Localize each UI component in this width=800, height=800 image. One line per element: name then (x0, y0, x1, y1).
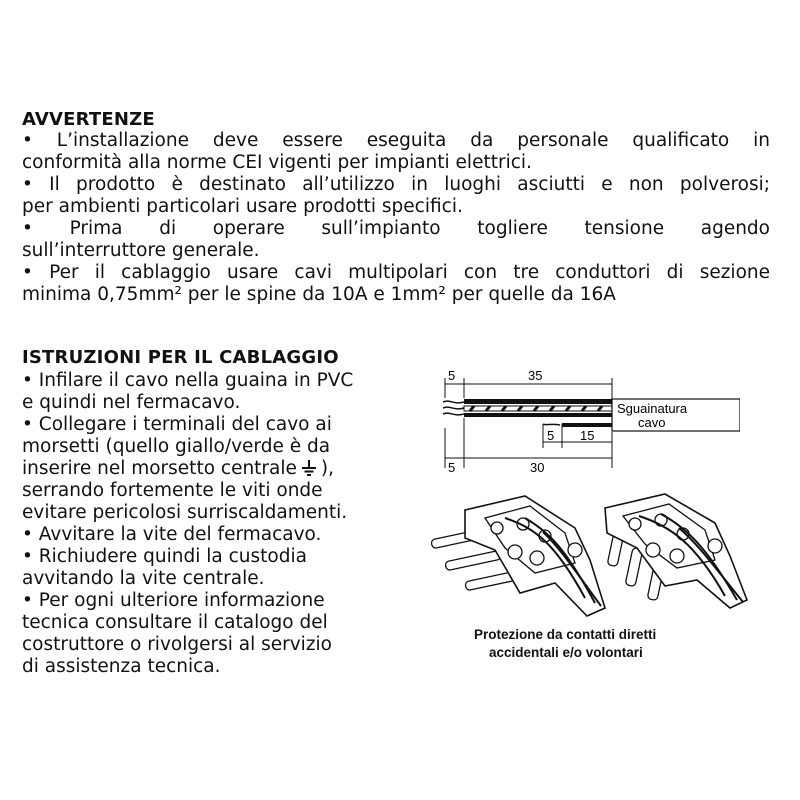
wiring-line: ), (320, 458, 334, 479)
plug-caption-line2: accidentali e/o volontari (489, 645, 643, 660)
warning-line: • L’installazione deve essere eseguita da personale qualificato in (22, 130, 770, 151)
warning-line: conformità alla norme CEI vigenti per impianti elettrici. (22, 152, 532, 173)
wiring-line-with-ground (22, 458, 334, 480)
wiring-line: • Avvitare la vite del fermacavo. (22, 524, 322, 545)
dim-bottom-30: 30 (530, 460, 545, 475)
wiring-line: e quindi nel fermacavo. (22, 392, 241, 413)
wiring-line: • Per ogni ulteriore informazione (22, 590, 325, 611)
wiring-line: avvitando la vite centrale. (22, 568, 265, 589)
wiring-title: ISTRUZIONI PER IL CABLAGGIO (22, 347, 339, 368)
warning-line: minima 0,75mm² per le spine da 10A e 1mm² per quelle da 16A (22, 284, 616, 305)
wiring-line: morsetti (quello giallo/verde è da (22, 436, 331, 457)
dim-bottom-5: 5 (448, 460, 456, 475)
warning-line: per ambienti particolari usare prodotti specifici. (22, 196, 463, 217)
warning-line: • Il prodotto è destinato all’utilizzo in luoghi asciutti e non polverosi; (22, 174, 770, 195)
wiring-line: di assistenza tecnica. (22, 656, 221, 677)
warnings-title: AVVERTENZE (22, 109, 155, 130)
label-cavo: cavo (638, 415, 666, 430)
warning-line: • Prima di operare sull’impianto togliere tensione agendo (22, 218, 770, 239)
dim-inner-15: 15 (580, 428, 595, 443)
label-sguainatura: Sguainatura (617, 401, 688, 416)
earth-ground-icon (300, 459, 318, 477)
plug-illustration (425, 488, 770, 630)
wiring-line: • Richiudere quindi la custodia (22, 546, 307, 567)
dim-inner-5: 5 (547, 428, 555, 443)
plug-caption-line1: Protezione da contatti diretti (474, 627, 657, 642)
wiring-line: inserire nel morsetto centrale (22, 458, 297, 479)
warning-line: • Per il cablaggio usare cavi multipolari con tre conduttori di sezione (22, 262, 770, 283)
wiring-line: evitare pericolosi surriscaldamenti. (22, 502, 348, 523)
warning-line: sull’interruttore generale. (22, 240, 260, 261)
dim-top-main: 35 (528, 368, 543, 383)
wiring-line: serrando fortemente le viti onde (22, 480, 323, 501)
wiring-line: costruttore o rivolgersi al servizio (22, 634, 332, 655)
wiring-line: tecnica consultare il catalogo del (22, 612, 328, 633)
wiring-line: • Collegare i terminali del cavo ai (22, 414, 332, 435)
dim-top-left: 5 (448, 368, 456, 383)
cable-stripping-diagram (440, 368, 740, 480)
wiring-line: • Infilare il cavo nella guaina in PVC (22, 370, 354, 391)
